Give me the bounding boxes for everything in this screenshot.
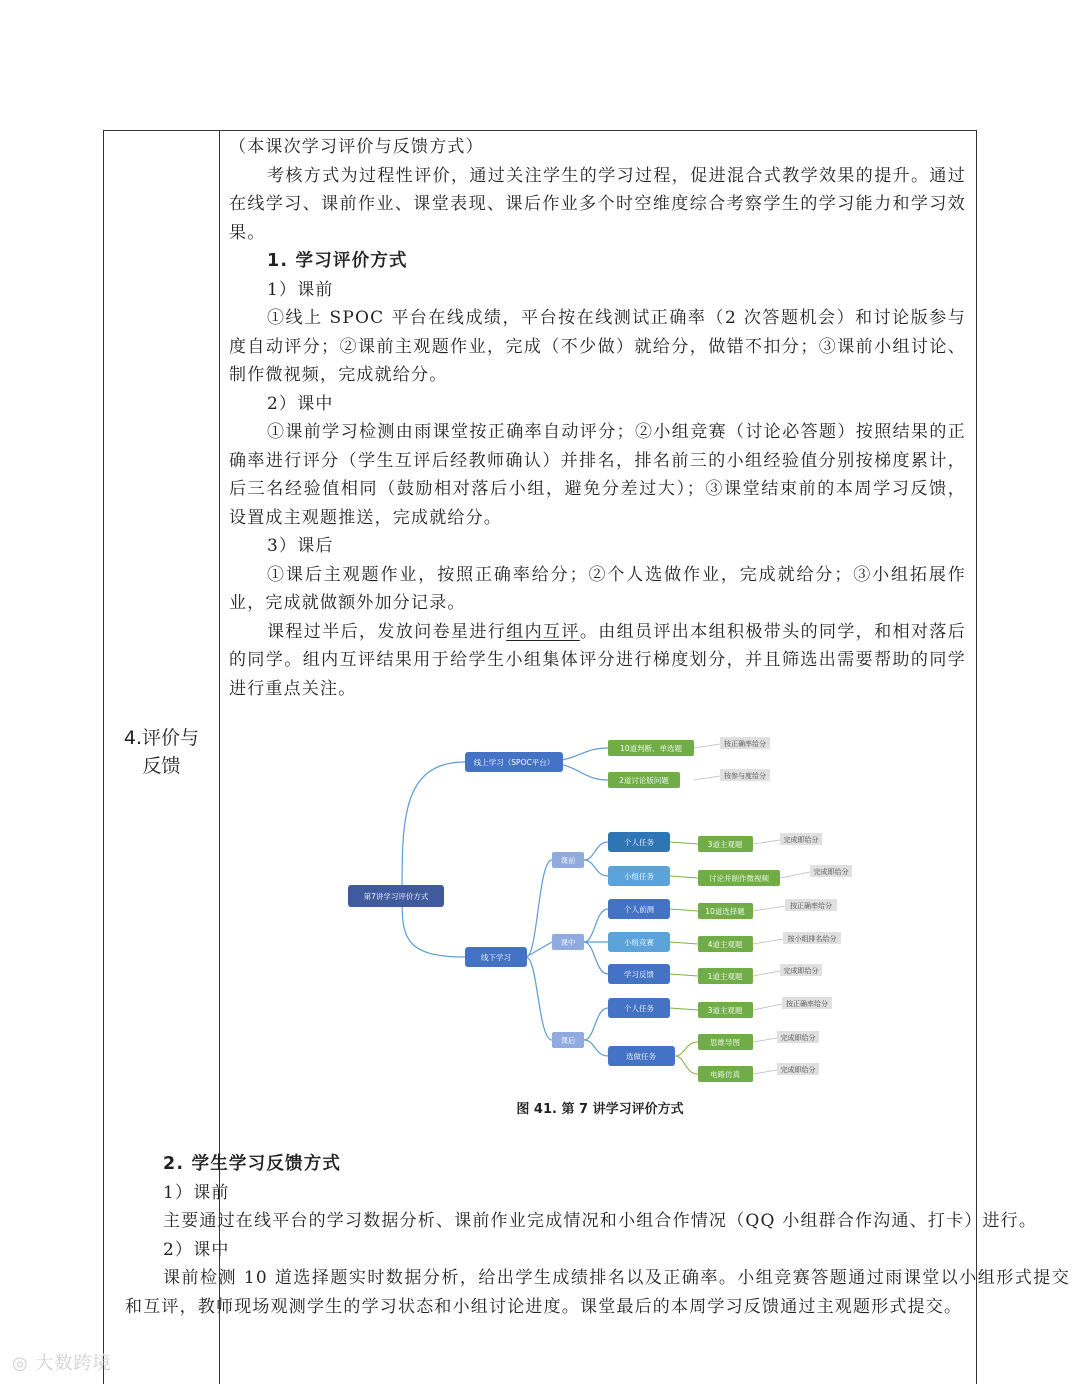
mindmap-task-label: 个人前测 xyxy=(624,905,654,914)
mindmap-online-item-label: 2道讨论版问题 xyxy=(619,776,669,785)
peer-after: 。由组员评出本组积极带头的同学，和相对落后的同学。组内互评结果用于给学生小组集体评分进行梯度划分，并且筛选出需要帮助的同学进行重点关注。 xyxy=(229,621,966,699)
after-class-body: ①课后主观题作业，按照正确率给分；②个人选做作业，完成就给分；③小组拓展作业，完成就做额外加分记录。 xyxy=(229,564,966,613)
mindmap-task-label: 个人任务 xyxy=(624,838,654,847)
content-bottom xyxy=(125,1150,1070,1321)
mindmap-subtask-label: 讨论并制作微视频 xyxy=(709,874,769,883)
watermark xyxy=(12,1349,111,1375)
mindmap-subtask-label: 电路仿真 xyxy=(710,1070,740,1079)
mindmap-subtask-label: 1道主观题 xyxy=(707,972,743,981)
row-label xyxy=(104,724,219,780)
mindmap-tag-label: 完成即给分 xyxy=(813,868,849,876)
mindmap-task-label: 学习反馈 xyxy=(624,970,654,979)
pre-class-title: 1）课前 xyxy=(267,279,334,300)
mindmap-offline-label: 线下学习 xyxy=(481,953,511,962)
section1-heading: 1. 学习评价方式 xyxy=(267,251,408,271)
mindmap-tag-label: 按小组排名给分 xyxy=(787,935,837,943)
mindmap-tag-label: 完成即给分 xyxy=(780,1034,816,1042)
mindmap-tag-label: 按正确率给分 xyxy=(724,740,766,748)
mindmap-task-label: 小组任务 xyxy=(624,872,654,881)
watermark-text: 大数跨境 xyxy=(35,1353,112,1374)
mindmap-tag-label: 完成即给分 xyxy=(780,1066,816,1074)
content-top xyxy=(229,133,966,703)
pre-class-body: ①线上 SPOC 平台在线成绩，平台按在线测试正确率（2 次答题机会）和讨论版参与度自动评分；②课前主观题作业，完成（不少做）就给分，做错不扣分；③课前小组讨论、制作微视频，完成就给分。 xyxy=(229,308,966,385)
mindmap-tag-label: 按参与度给分 xyxy=(724,772,766,780)
mindmap-tag-label: 完成即给分 xyxy=(783,836,819,844)
feedback-pre-title: 1）课前 xyxy=(163,1182,230,1203)
in-class-title: 2）课中 xyxy=(267,393,334,414)
mindmap-tag-label: 完成即给分 xyxy=(783,967,819,975)
peer-review-link[interactable]: 组内互评 xyxy=(506,621,580,642)
mindmap-task-label: 选做任务 xyxy=(626,1052,656,1061)
intro-paragraph: 考核方式为过程性评价，通过关注学生的学习过程，促进混合式教学效果的提升。通过在线学习、课前作业、课堂表现、课后作业多个时空维度综合考察学生的学习能力和学习效果。 xyxy=(229,165,966,243)
mindmap-online-item-label: 10道判断、单选题 xyxy=(619,744,683,753)
feedback-mid-body: 课前检测 10 道选择题实时数据分析，给出学生成绩排名以及正确率。小组竞赛答题通过雨课堂以小组形式提交和互评，教师现场观测学生的学习状态和小组讨论进度。课堂最后的本周学习反馈通过主观题形式提交。 xyxy=(125,1268,1070,1317)
mindmap-subtask-label: 3道主观题 xyxy=(707,840,743,849)
feedback-mid-title: 2）课中 xyxy=(163,1239,230,1260)
in-class-body: ①课前学习检测由雨课堂按正确率自动评分；②小组竞赛（讨论必答题）按照结果的正确率进行评分（学生互评后经教师确认）并排名，排名前三的小组经验值分别按梯度累计，后三名经验值相同（鼓励相对落后小组，避免分差过大）；③课堂结束前的本周学习反馈，设置成主观题推送，完成就给分。 xyxy=(229,422,966,528)
section2-heading: 2. 学生学习反馈方式 xyxy=(163,1154,342,1174)
mindmap-subtask-label: 3道主观题 xyxy=(707,1006,743,1015)
after-class-title: 3）课后 xyxy=(267,536,334,556)
figure-caption: 图 41. 第 7 讲学习评价方式 xyxy=(516,1102,684,1117)
mindmap-figure xyxy=(340,720,860,1090)
mindmap-task-label: 个人任务 xyxy=(624,1004,654,1013)
mindmap-tag-label: 按正确率给分 xyxy=(790,902,832,910)
mindmap-phase-label: 课中 xyxy=(560,938,576,947)
mindmap-subtask-label: 思维导图 xyxy=(710,1038,740,1047)
intro-note: （本课次学习评价与反馈方式） xyxy=(229,137,484,157)
mindmap-task-label: 小组竞赛 xyxy=(624,938,654,947)
mindmap-online-label: 线上学习（SPOC平台） xyxy=(473,758,555,767)
peer-review-paragraph xyxy=(229,618,966,704)
mindmap-subtask-label: 4道主观题 xyxy=(707,940,743,949)
row-label-line2: 反馈 xyxy=(142,755,181,777)
row-label-line1: 4.评价与 xyxy=(123,727,200,749)
peer-before: 课程过半后，发放问卷星进行 xyxy=(267,621,507,642)
feedback-pre-body: 主要通过在线平台的学习数据分析、课前作业完成情况和小组合作情况（QQ 小组群合作沟通、打卡）进行。 xyxy=(163,1211,1038,1231)
mindmap-tag-label: 按正确率给分 xyxy=(786,1000,828,1008)
mindmap-phase-label: 课后 xyxy=(560,1036,576,1045)
weibo-logo-icon: ◎ xyxy=(12,1353,29,1374)
mindmap-phase-label: 课前 xyxy=(560,856,576,865)
mindmap-subtask-label: 10道选择题 xyxy=(705,907,745,916)
mindmap-root-label: 第7讲学习评价方式 xyxy=(363,892,429,901)
